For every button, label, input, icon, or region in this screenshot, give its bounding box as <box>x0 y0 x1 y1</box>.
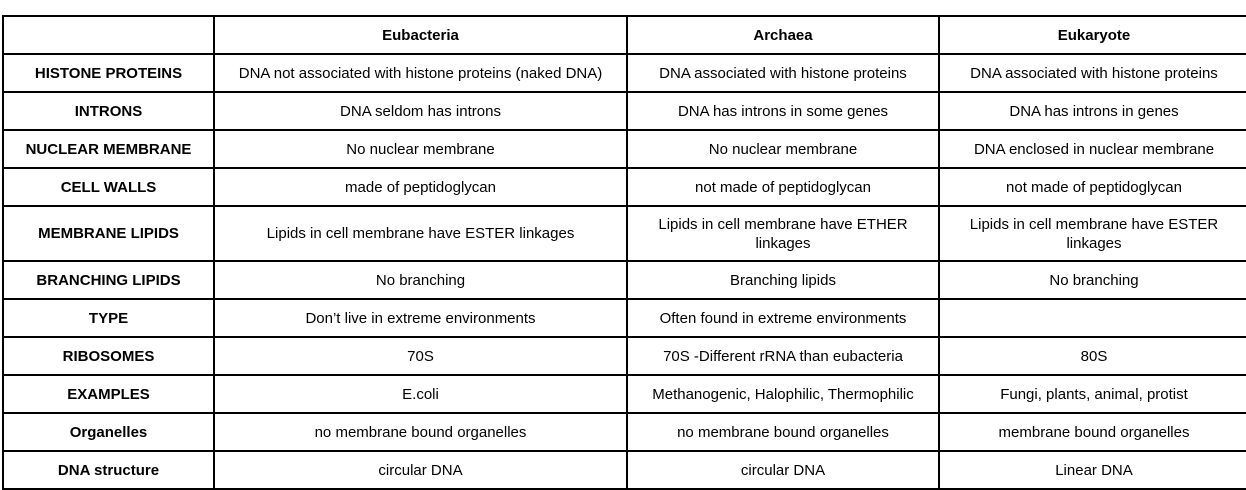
cell-eukaryote: DNA enclosed in nuclear membrane <box>939 130 1246 168</box>
table-row <box>3 206 1246 261</box>
cell-eukaryote: Linear DNA <box>939 451 1246 489</box>
cell-eubacteria: No nuclear membrane <box>214 130 627 168</box>
cell-eukaryote: Lipids in cell membrane have ESTER linkages <box>939 206 1246 261</box>
cell-archaea: circular DNA <box>627 451 939 489</box>
cell-eukaryote: not made of peptidoglycan <box>939 168 1246 206</box>
row-label: Organelles <box>3 413 214 451</box>
cell-eubacteria: DNA not associated with histone proteins (naked DNA) <box>214 54 627 92</box>
comparison-table <box>2 15 1246 490</box>
cell-archaea: Lipids in cell membrane have ETHER linkages <box>627 206 939 261</box>
cell-eubacteria: made of peptidoglycan <box>214 168 627 206</box>
row-label: RIBOSOMES <box>3 337 214 375</box>
row-label: HISTONE PROTEINS <box>3 54 214 92</box>
table-row <box>3 92 1246 130</box>
cell-archaea: Branching lipids <box>627 261 939 299</box>
header-eukaryote: Eukaryote <box>939 16 1246 54</box>
cell-eubacteria: no membrane bound organelles <box>214 413 627 451</box>
cell-eukaryote: No branching <box>939 261 1246 299</box>
row-label: DNA structure <box>3 451 214 489</box>
cell-eubacteria: circular DNA <box>214 451 627 489</box>
cell-eubacteria: 70S <box>214 337 627 375</box>
cell-archaea: Often found in extreme environments <box>627 299 939 337</box>
table-row <box>3 130 1246 168</box>
header-row <box>3 16 1246 54</box>
header-archaea: Archaea <box>627 16 939 54</box>
cell-eukaryote <box>939 299 1246 337</box>
cell-eubacteria: Don’t live in extreme environments <box>214 299 627 337</box>
row-label: MEMBRANE LIPIDS <box>3 206 214 261</box>
cell-eubacteria: Lipids in cell membrane have ESTER linkages <box>214 206 627 261</box>
cell-archaea: DNA associated with histone proteins <box>627 54 939 92</box>
cell-archaea: 70S -Different rRNA than eubacteria <box>627 337 939 375</box>
table-row <box>3 375 1246 413</box>
cell-archaea: No nuclear membrane <box>627 130 939 168</box>
cell-eukaryote: DNA associated with histone proteins <box>939 54 1246 92</box>
cell-eubacteria: No branching <box>214 261 627 299</box>
cell-archaea: DNA has introns in some genes <box>627 92 939 130</box>
table-row <box>3 168 1246 206</box>
table-row <box>3 413 1246 451</box>
header-eubacteria: Eubacteria <box>214 16 627 54</box>
cell-eubacteria: E.coli <box>214 375 627 413</box>
row-label: BRANCHING LIPIDS <box>3 261 214 299</box>
cell-eukaryote: 80S <box>939 337 1246 375</box>
row-label: NUCLEAR MEMBRANE <box>3 130 214 168</box>
table-row <box>3 261 1246 299</box>
cell-eukaryote: Fungi, plants, animal, protist <box>939 375 1246 413</box>
row-label: TYPE <box>3 299 214 337</box>
cell-archaea: not made of peptidoglycan <box>627 168 939 206</box>
row-label: EXAMPLES <box>3 375 214 413</box>
table-row <box>3 451 1246 489</box>
table-row <box>3 337 1246 375</box>
cell-archaea: no membrane bound organelles <box>627 413 939 451</box>
table-row <box>3 299 1246 337</box>
cell-archaea: Methanogenic, Halophilic, Thermophilic <box>627 375 939 413</box>
header-corner-cell <box>3 16 214 54</box>
cell-eukaryote: membrane bound organelles <box>939 413 1246 451</box>
table-row <box>3 54 1246 92</box>
cell-eukaryote: DNA has introns in genes <box>939 92 1246 130</box>
row-label: CELL WALLS <box>3 168 214 206</box>
row-label: INTRONS <box>3 92 214 130</box>
cell-eubacteria: DNA seldom has introns <box>214 92 627 130</box>
